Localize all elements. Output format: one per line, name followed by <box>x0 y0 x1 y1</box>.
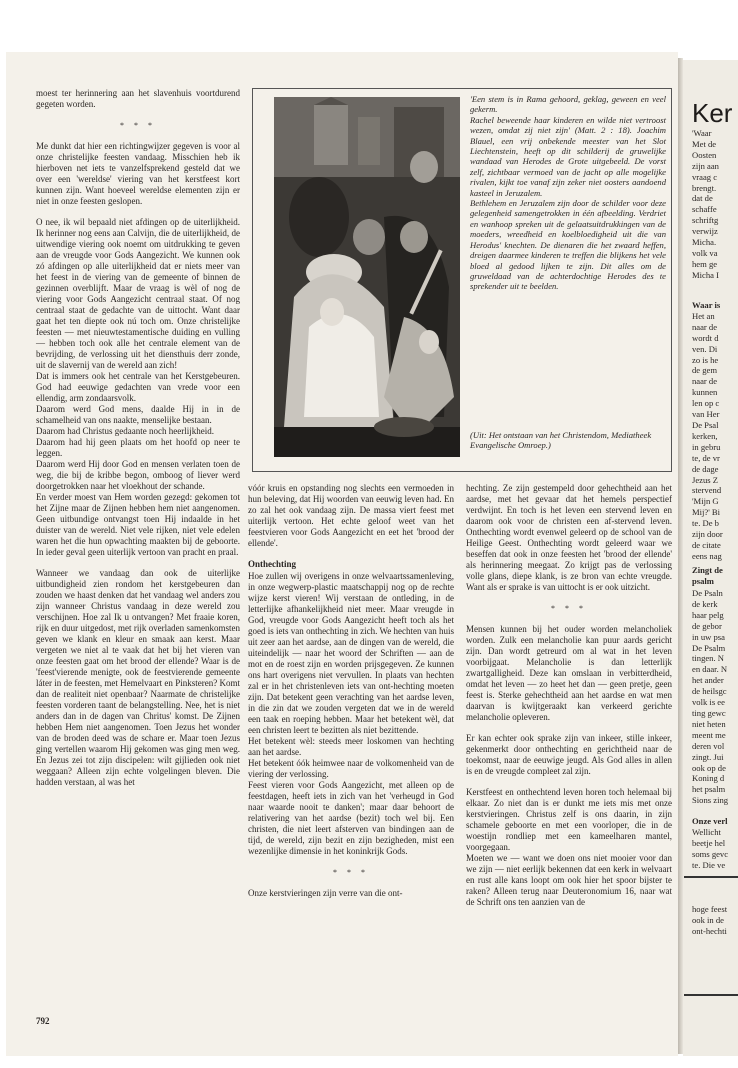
line: Het an <box>692 310 715 321</box>
line: naar de <box>692 321 718 332</box>
caption-paragraph: Rachel beweende haar kinderen en wilde niet vertroost wezen, omdat zij niet zijn' (Matt. 2 : 18). Joachim Blauel, een vrij onbekende meester van het Slot Liechtenstein, heeft op dit schilderij de gruwelijke wandaad van Herodes de Grote uitgebeeld. De vorst zelf, zichtbaar vermoed van de jacht op alle mogelijke rivalen, kijkt toe vanaf zijn zeker niet oosters aandoend kasteel in Jeruzalem. <box>470 114 666 198</box>
line: haar pelg <box>692 609 724 620</box>
line: niet heten <box>692 718 726 729</box>
line: in gebru <box>692 441 721 452</box>
line: zijn aan <box>692 160 719 171</box>
right-page-section-2 <box>692 565 738 587</box>
figure-caption <box>470 94 666 292</box>
line: Micha. <box>692 237 717 248</box>
paragraph: Kerstfeest en onthechtend leven horen toch helemaal bij elkaar. Zo niet dan is er dunkt me iets mis met onze kerstvieringen. Christus zelf is ons daarin, in zijn schamele geboorte en met een voorloper, die in de woestijn rondliep met een kameelharen mantel, voorgegaan. <box>466 787 672 852</box>
section-heading: Onthechting <box>248 559 297 569</box>
section-rule <box>684 994 738 996</box>
section-rule <box>684 876 738 878</box>
paragraph: Daarom had hij geen plaats om het hoofd op neer te leggen. <box>36 437 240 458</box>
figure-credit: (Uit: Het ontstaan van het Christendom, Mediatheek Evangelische Omroep.) <box>470 430 652 451</box>
line: ting gewc <box>692 707 726 718</box>
line: naar de <box>692 376 718 387</box>
section-heading: Onze verl <box>692 816 728 826</box>
caption-paragraph: Bethlehem en Jeruzalem zijn door de schilder voor deze gelegenheid samengetrokken in één afbeelding. Verdriet en wanhoop spreken uit de gelaatsuitdrukkingen van de moeders, wreedheid en koelbloedigheid uit die van Herodus' knechten. De dienaren die het zwaard heffen, dreigen daarmee kinderen te treffen die blijkens het vele bloed al gedood lijken te zijn. Dit alles om de gruweldaad van de achterdochtige Herodes des te sprekender uit te beelden. <box>470 198 666 292</box>
line: vraag c <box>692 171 718 182</box>
paragraph: Hoe zullen wij overigens in onze welvaartssamenleving, in onze wegwerp-plastic maatschappij nog op de rechte wijze kerst vieren! Wij verstaan de ontleding, in de letterlijke afhankelijkheid niet meer. Maar vreugde in God, vreugde voor Gods Aangezicht heeft toch als het goed is iets van onthechting in zich. We hechten van huis uit zeer aan het aardse, aan de dingen van de wereld, die uiteindelijk — naar het woord der Schriften — aan de mot en de roest zijn en worden prijsgegeven. Ze kunnen ons hart overigens niet vervullen. In plaats van hechten zal er in het christenleven iets van ont-hechting moeten zijn. Dat betekent geen verachting van het aardse leven, in die zin dat we zouden vergeten dat we in de wereld een taak en roeping hebben. Maar het betekent wèl, dat een christen leert te bezitten als niet bezittende. <box>248 571 454 735</box>
line: brengt. <box>692 182 717 193</box>
line: deren vol <box>692 740 725 751</box>
line: Micha I <box>692 269 719 280</box>
line: te. De b <box>692 518 719 529</box>
line: het ander <box>692 675 724 686</box>
line: ook op de <box>692 762 726 773</box>
section-separator: * * * <box>551 604 587 613</box>
page-number: 792 <box>36 1016 50 1026</box>
line: beetje hel <box>692 837 726 848</box>
line: hem ge <box>692 258 718 269</box>
line: volk va <box>692 247 718 258</box>
right-page-title: Ker <box>692 98 733 128</box>
paragraph: Wanneer we vandaag dan ook de uiterlijke uitbundigheid zien rondom het kerstgebeuren dan zouden we haast denken dat het vandaag wel anders zou zijn wanneer Christus vandaag in deze wereld zou verschijnen. Hoe zal Ik u ontvangen? Met fraaie koren, rijk en duur uitgedost, met rijk overladen samenkomsten geven we klank en kleur en smaak aan kerst. Maar vergeten we niet al te vaak dat het bij het vieren van onze feesten gaat om het brood der ellende? Waar is de 'feest'vierende menigte, ook de feestvierende gemeente láter in de feesten, met Hemelvaart en Pinksteren? Komt dan de realiteit niet openbaar? Naarmate de christelijke feesten vorderen taant de belangstelling. Nee, het is niet anders dan in de dagen van Chritus' komst. De Zijnen hebben Hem niet aangenomen. Toen Jezus het wonder van de broden deed was de schare er. Maar toen Jezus ging vertellen waarom Hij gekomen was ging men weg. En Jezus zei tot zijn discipelen: wilt gijlieden ook niet weggaan? Alleen zijn echte volgelingen bleven. Die hadden verstaan, al was het <box>36 568 240 787</box>
paragraph: O nee, ik wil bepaald niet afdingen op de uiterlijkheid. Ik herinner nog eens aan Calvijn, die de uiterlijkheid, de uitwendige viering ook noemt om uitdrukking te geven aan de vreugde voor Gods Aangezicht. We kunnen ook zó afdingen op alle uiterlijkheid dat er niets meer van het feest in de viering van de gemeente of binnen de gezinnen overblijft. Maar de vraag is wèl of nog de viering voor Gods Aangezicht centraal staat. Of nog centraal staat de gedachte van de uittocht. Want daar gaat het ten diepte ook nú toch om. Onze christelijke feesten — met nieuwtestamentische duiding en vulling — hebben toch ook alle het centrale element van de bevrijding, de verlossing uit het diensthuis derr zonde, uit de slavernij van de wereld aan zich! <box>36 217 240 370</box>
line: 'Waar <box>692 128 712 138</box>
line: meent me <box>692 729 726 740</box>
line: eens nag <box>692 550 722 561</box>
paragraph: Er kan echter ook sprake zijn van inkeer, stille inkeer, gekenmerkt door onthechting en gerichtheid naar de toekomst, naar de eeuwige jeugd. Als God alles in allen is en de vreugde compleet zal zijn. <box>466 733 672 776</box>
line: te, de vr <box>692 452 720 463</box>
line: soms gevc <box>692 848 729 859</box>
line: schriftg <box>692 215 719 226</box>
line: De Psal <box>692 419 719 430</box>
line: de kerk <box>692 598 718 609</box>
line: de citate <box>692 539 721 550</box>
line: Jezus Z <box>692 474 719 485</box>
caption-paragraph: 'Een stem is in Rama gehoord, geklag, geween en veel gekerm. <box>470 94 666 115</box>
line: hoge feest <box>692 904 728 914</box>
line: 'Mijn G <box>692 496 719 507</box>
line: ont-hechti <box>692 925 727 936</box>
paragraph: Daarom werd Hij door God en mensen verlaten toen de weg, die bij de kribbe begon, omboog of liever werd doorgetrokken naar het vloekhout der schande. <box>36 459 240 491</box>
paragraph: Het betekent wèl: steeds meer loskomen van hechting aan het aardse. <box>248 736 454 757</box>
paragraph: Moeten we — want we doen ons niet mooier voor dan we zijn — niet eerlijk bekennen dat een kerk in welvaart en rust alle kans loopt om ook hier het spoor bijster te raken? Alleen terug naar Deuteronomium 16, naar wat de Schrift ons ten aanzien van de <box>466 853 672 907</box>
line: Wellicht <box>692 826 721 837</box>
line: schaffe <box>692 204 717 215</box>
paragraph: Dat is immers ook het centrale van het Kerstgebeuren. God had eeuwige gedachten van vrede voor een ellendig, arm zondaarsvolk. <box>36 371 240 403</box>
line: wordt d <box>692 332 719 343</box>
section-heading: Waar is <box>692 300 721 310</box>
paragraph: Feest vieren voor Gods Aangezicht, met alleen op de feestdagen, heeft iets in zich van het 'verheugd in God naar waarde nooit te danken'; maar daar behoort de relativering van het aardse (bezit) toch wel bij. Een christen, die niet leert afsterven van bindingen aan de tijd, de wereld, zijn bezit en zijn bezigheden, mist een wezenlijke dimensie in het koninkrijk Gods. <box>248 780 454 856</box>
paragraph: Daarom werd God mens, daalde Hij in in de schamelheid van ons naakte, menselijke bestaan. <box>36 404 240 425</box>
right-page-section-2-body <box>692 588 738 806</box>
paragraph: hechting. Ze zijn gestempeld door gehechtheid aan het aardse, met het gevaar dat het hemels perspectief verdwijnt. En toch is het leven een stervend leven en daarom ook voor de christen een af-stervend leven. Onthechting wordt evenwel geleerd op de school van de Heilige Geest. Onthechting wordt geleerd waar we beseffen dat ook in onze feesten het 'brood der ellende' als herinnering meegaat. Zo krijgt pas de verlossing volle glans, diepe klank, is ze bron van echte vreugde. Want als er sprake is van uittocht is er ook uitzicht. <box>466 483 672 592</box>
line: kerken, <box>692 430 718 441</box>
article-column-1 <box>36 88 240 798</box>
line: De Psalm <box>692 642 726 653</box>
right-page-section-3 <box>692 816 738 871</box>
line: te. Die ve <box>692 859 726 870</box>
paragraph: moest ter herinnering aan het slavenhuis voortdurend gegeten worden. <box>36 88 240 109</box>
line: verwijz <box>692 226 718 237</box>
line: en daar. N <box>692 664 728 675</box>
line: kunnen <box>692 387 718 398</box>
line: Oosten <box>692 149 717 160</box>
line: zingt. Jui <box>692 751 724 762</box>
paragraph: En verder moest van Hem worden gezegd: gekomen tot het Zijne maar de Zijnen hebben hem niet aangenomen. Geen uitbundige ontvangst toen Hij indaalde in het duister van de wereld. Niet vele rijken, niet vele edelen waren het die hun opwachting maakten bij de geboorte. In ieder geval geen uiterlijk vertoon van pracht en praal. <box>36 492 240 557</box>
line: de dage <box>692 463 719 474</box>
paragraph: vóór kruis en opstanding nog slechts een vermoeden in hun beleving, dat Hij woorden van eeuwig leven had. En zo zal het ook vandaag zijn. De massa viert feest met uiterlijk vertoon. Het echte geloof weet van het feestvieren voor Gods Aangezicht en eet het 'brood der ellende'. <box>248 483 454 548</box>
line: len op c <box>692 398 720 409</box>
section-heading: Zingt de psalm <box>692 565 723 586</box>
line: volk is ee <box>692 697 725 708</box>
line: stervend <box>692 485 722 496</box>
paragraph: Onze kerstvieringen zijn verre van die ont- <box>248 888 403 898</box>
line: tingen. N <box>692 653 724 664</box>
paragraph: Mensen kunnen bij het ouder worden melancholiek worden. Zulk een melancholie kan puur aards gericht zijn. Dan wordt getreurd om al wat in het leven voorbijgaat. Melancholie is dan letterlijk zwartgalligheid. Deze kan omslaan in verbitterdheid, omdat het leven — zo heet het dan — geen pretje, geen feest is. Sterke gehechtheid aan het aardse en wat men daarvan is kwijtgeraakt kan verkeerd gerichte melancholie opleveren. <box>466 624 672 722</box>
line: ook in de <box>692 914 724 925</box>
line: Koning d <box>692 773 725 784</box>
line: de heilsgc <box>692 686 727 697</box>
line: Mij?' Bi <box>692 507 721 518</box>
line: Met de <box>692 138 717 149</box>
line: in uw psa <box>692 631 725 642</box>
paragraph: Het betekent óók heimwee naar de volkomenheid van de viering der verlossing. <box>248 758 454 779</box>
line: het psalm <box>692 784 726 795</box>
paragraph: Me dunkt dat hier een richtingwijzer gegeven is voor al onze christelijke feesten vandaag. Misschien heb ik hierboven net iets te vanzelfsprekend gesteld dat we over een 'wereldse' viering van het kerstfeest kort kunnen zijn. Want hoeveel wereldse elementen zijn er niet in onze feesten geslopen. <box>36 141 240 206</box>
line: de gebor <box>692 620 722 631</box>
painting-image <box>274 97 460 457</box>
line: van Her <box>692 409 720 420</box>
line: ven. Di <box>692 343 718 354</box>
article-column-3 <box>466 483 672 918</box>
massacre-of-innocents-painting <box>274 97 460 457</box>
line: De Psaln <box>692 588 723 598</box>
right-page-section-1 <box>692 300 738 562</box>
line: Sions zing <box>692 795 729 806</box>
line: zo is he <box>692 354 719 365</box>
right-page-intro <box>692 128 738 281</box>
line: zijn door <box>692 529 723 540</box>
paragraph: Daarom had Christus gedaante noch heerlijkheid. <box>36 426 214 436</box>
section-separator: * * * <box>120 121 156 130</box>
section-separator: * * * <box>333 868 369 877</box>
right-page-section-4 <box>692 904 738 937</box>
article-column-2 <box>248 483 454 909</box>
line: de gem <box>692 365 718 376</box>
line: dat de <box>692 193 713 204</box>
